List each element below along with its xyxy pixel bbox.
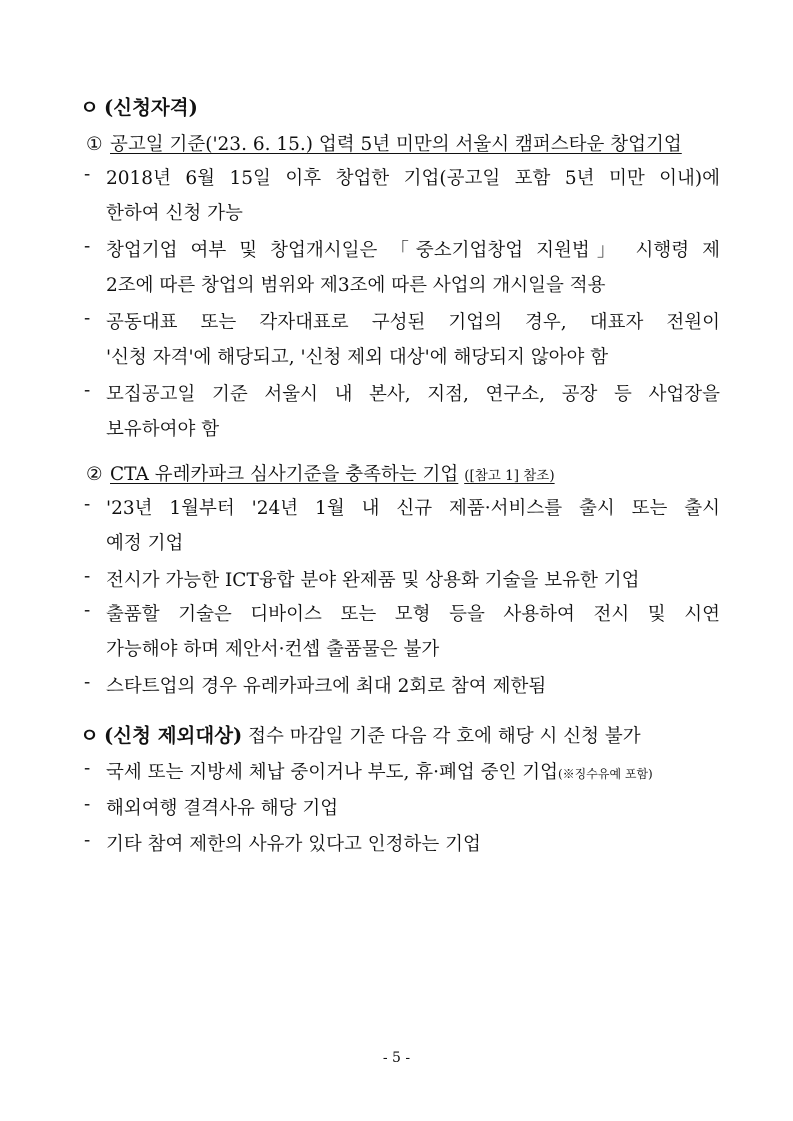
subheading-text: CTA 유레카파크 심사기준을 충족하는 기업 bbox=[110, 464, 459, 485]
circled-number-1: ① bbox=[86, 134, 103, 155]
item-line: 예정 기업 bbox=[106, 533, 184, 554]
item-line: 기타 참여 제한의 사유가 있다고 인정하는 기업 bbox=[106, 834, 481, 855]
subheading-text: 공고일 기준('23. 6. 15.) 업력 5년 미만의 서울시 캠퍼스타운 창업기업 bbox=[110, 134, 682, 155]
section-heading-exclusions bbox=[80, 720, 641, 748]
item-line: 공동대표 또는 각자대표로 구성된 기업의 경우, 대표자 전원이 bbox=[106, 312, 720, 333]
subheading-criteria-1 bbox=[86, 130, 682, 156]
item-line: 전시가 가능한 ICT융합 분야 완제품 및 상용화 기술을 보유한 기업 bbox=[106, 570, 640, 591]
section-description: 접수 마감일 기준 다음 각 호에 해당 시 신청 불가 bbox=[242, 726, 641, 747]
item-line: 스타트업의 경우 유레카파크에 최대 2회로 참여 제한됨 bbox=[106, 676, 547, 697]
circled-number-2: ② bbox=[86, 464, 103, 485]
item-line: 한하여 신청 가능 bbox=[106, 203, 243, 224]
circle-bullet: ㅇ bbox=[80, 96, 99, 119]
section-title: (신청 제외대상) bbox=[104, 724, 243, 747]
item-line: 창업기업 여부 및 창업개시일은 「중소기업창업 지원법」 시행령 제 bbox=[106, 240, 720, 261]
item-line: 보유하여야 함 bbox=[106, 419, 220, 440]
reference-note: ([참고 1] 참조) bbox=[464, 468, 555, 484]
circle-bullet: ㅇ bbox=[80, 724, 99, 747]
page-number: - 5 - bbox=[382, 1050, 411, 1066]
section-title: (신청자격) bbox=[104, 96, 198, 119]
item-line: 2조에 따른 창업의 범위와 제3조에 따른 사업의 개시일을 적용 bbox=[106, 275, 606, 296]
item-line: 국세 또는 지방세 체납 중이거나 부도, 휴·폐업 중인 기업(※징수유예 포함) bbox=[106, 762, 653, 783]
item-line: 해외여행 결격사유 해당 기업 bbox=[106, 798, 339, 819]
item-line: 2018년 6월 15일 이후 창업한 기업(공고일 포함 5년 미만 이내)에 bbox=[106, 168, 720, 189]
item-line: '신청 자격'에 해당되고, '신청 제외 대상'에 해당되지 않아야 함 bbox=[106, 347, 609, 368]
item-line: 가능해야 하며 제안서·컨셉 출품물은 불가 bbox=[106, 639, 440, 660]
item-line: 출품할 기술은 디바이스 또는 모형 등을 사용하여 전시 및 시연 bbox=[106, 604, 720, 625]
item-note: (※징수유예 포함) bbox=[557, 767, 653, 781]
item-line: '23년 1월부터 '24년 1월 내 신규 제품·서비스를 출시 또는 출시 bbox=[106, 498, 720, 519]
section-heading-eligibility bbox=[80, 92, 198, 120]
item-line: 모집공고일 기준 서울시 내 본사, 지점, 연구소, 공장 등 사업장을 bbox=[106, 384, 720, 405]
subheading-criteria-2 bbox=[86, 460, 555, 486]
document-page: ㅇ (신청자격) ① 공고일 기준('23. 6. 15.) 업력 5년 미만의 서울시 캠퍼스타운 창업기업 - 2018년 6월 15일 이후 창업한 기업(공고일 포함 5년 미만 이내)에 한하여 신청 가능 - 창업기업 여부 및 창업개시일은 「중소기업창업 지원법」 시행령 제 2조에 따른 창업의 범위와 제3조에 따른 사업의 개시일을 적용 - 공동대표 또는 각자대표로 구성된 기업의 경우, 대표자 전원이 '신청 자격'에 해당되고, '신청 제외 대상'에 해당되지 않아야 함 - 모집공고일 기준 서울시 내 본사, 지점, 연구소, 공장 등 사업장을 보유하여야 함 ② CTA 유레카파크 심사기준을 충족하는 기업 ([참고 1] 참조) - '23년 1월부터 '24년 1월 내 신규 제품·서비스를 출시 또는 출시 예정 기업 - 전시가 가능한 ICT융합 분야 완제품 및 상용화 기술을 보유한 기업 - 출품할 기술은 디바이스 또는 모형 등을 사용하여 전시 및 시연 가능해야 하며 제안서·컨셉 출품물은 불가 - 스타트업의 경우 유레카파크에 최대 2회로 참여 제한됨 ㅇ (신청 제외대상) 접수 마감일 기준 다음 각 호에 해당 시 신청 불가 - 국세 또는 지방세 체납 중이거나 부도, 휴·폐업 중인 기업(※징수유예 포함) - 해외여행 결격사유 해당 기업 - 기타 참여 제한의 사유가 있다고 인정하는 기업 - 5 - bbox=[0, 0, 793, 1121]
